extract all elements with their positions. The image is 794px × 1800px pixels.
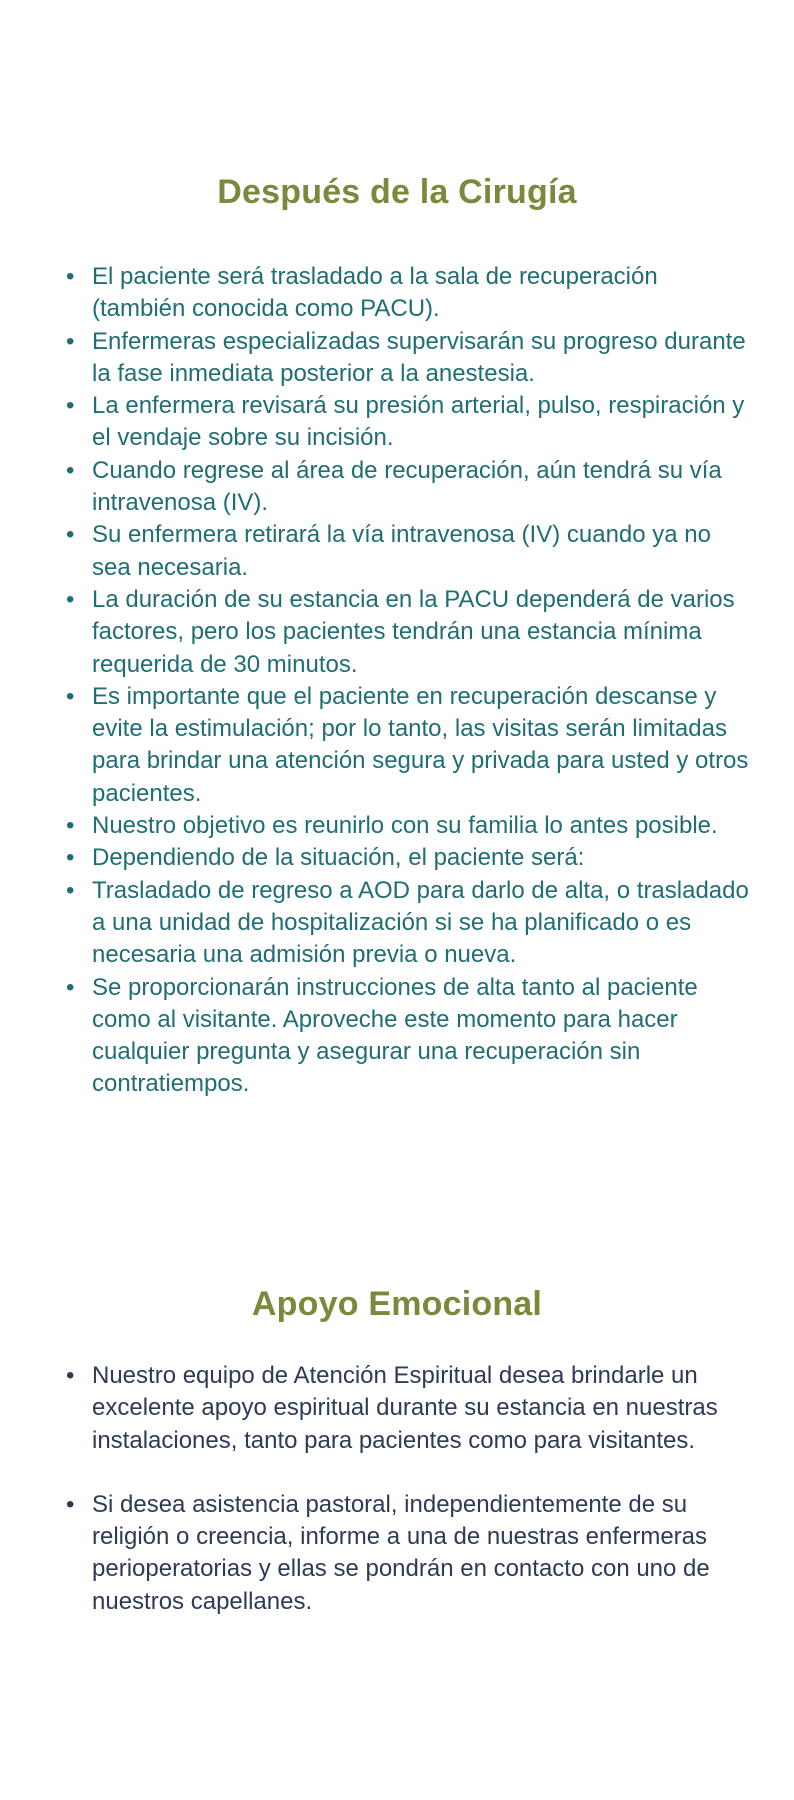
list-item-text: Nuestro equipo de Atención Espiritual desea brindarle un excelente apoyo espiritual durante su estancia en nuestras instalaciones, tanto para pacientes como para visitantes. <box>92 1362 718 1454</box>
list-item <box>64 261 754 326</box>
after-surgery-list <box>64 261 754 1101</box>
list-item-text: Trasladado de regreso a AOD para darlo de alta, o trasladado a una unidad de hospitalización si se ha planificado o es necesaria una admisión previa o nueva. <box>92 876 749 969</box>
list-item-text: Nuestro objetivo es reunirlo con su familia lo antes posible. <box>92 812 718 840</box>
list-item <box>64 681 754 810</box>
bullet-icon: • <box>66 876 75 904</box>
list-item-text: Si desea asistencia pastoral, independientemente de su religión o creencia, informe a una de nuestras enfermeras perioperatorias y ellas se pondrán en contacto con uno de nuestros capellanes. <box>92 1490 710 1615</box>
bullet-icon: • <box>66 682 75 710</box>
list-item <box>64 875 754 972</box>
emotional-support-heading: Apoyo Emocional <box>251 1285 543 1323</box>
bullet-icon: • <box>66 844 75 872</box>
list-item-text: La duración de su estancia en la PACU dependerá de varios factores, pero los pacientes tendrán una estancia mínima requerida de 30 minutos. <box>92 585 735 678</box>
list-item <box>64 455 754 520</box>
list-item-text: Enfermeras especializadas supervisarán su progreso durante la fase inmediata posterior a la anestesia. <box>92 327 746 387</box>
bullet-icon: • <box>66 263 75 290</box>
list-item-text: Es importante que el paciente en recuperación descanse y evite la estimulación; por lo tanto, las visitas serán limitadas para brindar una atención segura y privada para usted y otros pacientes. <box>92 682 749 807</box>
list-item <box>64 842 754 874</box>
bullet-icon: • <box>66 812 75 840</box>
bullet-icon: • <box>66 585 75 613</box>
bullet-icon: • <box>66 973 75 1001</box>
bullet-icon: • <box>66 1362 75 1389</box>
after-surgery-heading: Después de la Cirugía <box>217 173 577 211</box>
list-item <box>64 1360 754 1457</box>
list-item-text: El paciente será trasladado a la sala de recuperación (también conocida como PACU). <box>92 263 658 323</box>
bullet-icon: • <box>66 392 75 420</box>
emotional-support-list <box>64 1360 754 1618</box>
list-item-text: La enfermera revisará su presión arterial, pulso, respiración y el vendaje sobre su incisión. <box>92 392 745 452</box>
list-item-text: Se proporcionarán instrucciones de alta tanto al paciente como al visitante. Aproveche este momento para hacer cualquier pregunta y asegurar una recuperación sin contratiempos. <box>92 973 698 1098</box>
list-item <box>64 584 754 681</box>
bullet-icon: • <box>66 327 75 355</box>
list-item <box>64 810 754 842</box>
bullet-icon: • <box>66 456 75 484</box>
list-item <box>64 972 754 1101</box>
list-item-text: Dependiendo de la situación, el paciente será: <box>92 844 585 872</box>
list-item <box>64 1489 754 1618</box>
bullet-icon: • <box>66 521 75 549</box>
list-item-text: Cuando regrese al área de recuperación, aún tendrá su vía intravenosa (IV). <box>92 456 722 517</box>
list-item <box>64 326 754 391</box>
list-item-text: Su enfermera retirará la vía intravenosa (IV) cuando ya no sea necesaria. <box>92 521 711 581</box>
bullet-icon: • <box>66 1490 75 1518</box>
list-item <box>64 390 754 455</box>
list-item <box>64 519 754 584</box>
